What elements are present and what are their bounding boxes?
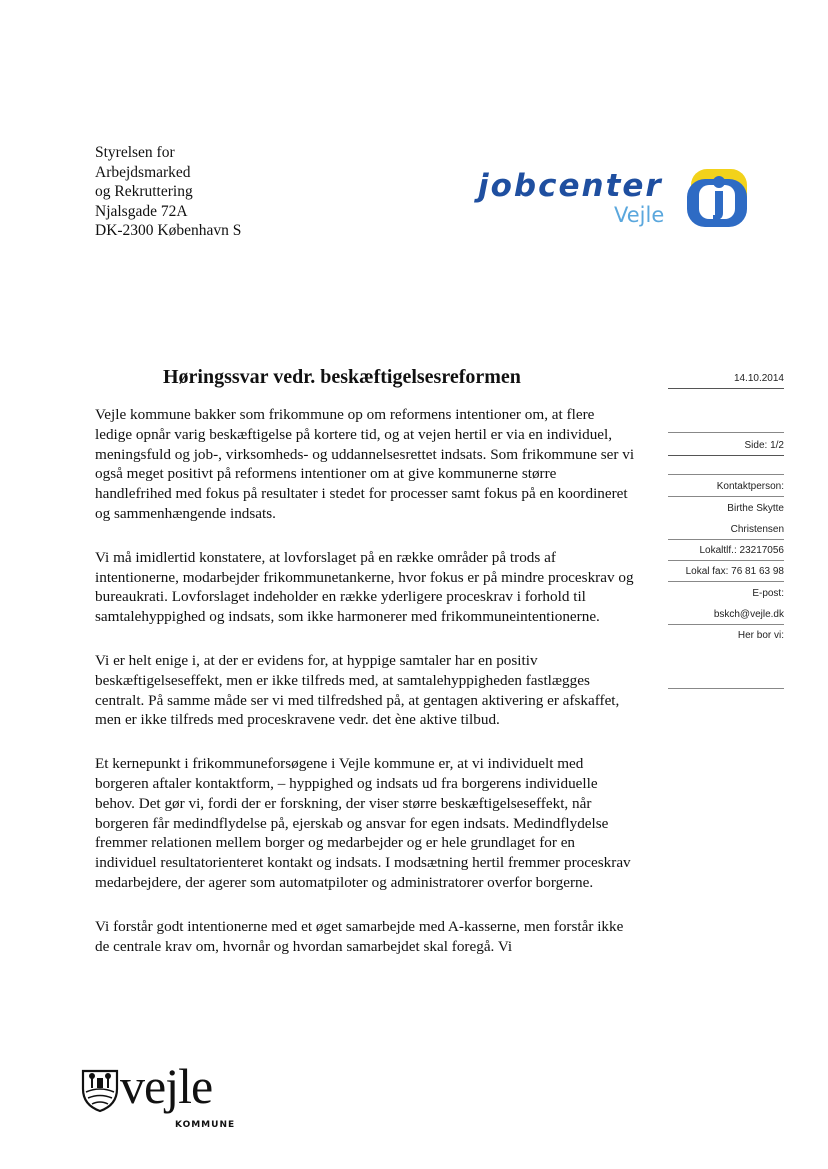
jobcenter-logo	[478, 165, 778, 240]
divider	[668, 455, 784, 456]
divider	[668, 560, 784, 561]
document-body	[95, 405, 635, 980]
local-phone: Lokaltlf.: 23217056	[699, 545, 784, 556]
vejle-logo-sub: KOMMUNE	[175, 1120, 236, 1130]
contact-label: Kontaktperson:	[716, 481, 784, 492]
jobcenter-i-icon	[685, 165, 755, 231]
divider	[668, 432, 784, 433]
contact-name: Birthe Skytte	[727, 503, 784, 514]
body-paragraph: Vejle kommune bakker som frikommune op om reformens intentioner om, at flere ledige opnår varig beskæftigelse på kortere tid, og at vejen hertil er via en individuel, meningsfuld og job-, virksomheds- og uddannelsesrettet indsats. Som frikommune ser vi også meget positivt på reformens intentioner om at give kommunerne større handlefrihed med fokus på resultater i stedet for processer samt fokus på en koordineret og sammenhængende indsats.	[95, 406, 635, 522]
email-link[interactable]: bskch@vejle.dk	[713, 609, 784, 620]
body-paragraph: Vi er helt enige i, at der er evidens for, at hyppige samtaler har en positiv beskæftigelseseffekt, men er ikke tilfreds med, at samtalehyppigheden fastlægges centralt. På samme måde ser vi med tilfredshed på, at gentagen aktivering er afskaffet, men er ikke tilfreds med proceskravene vedr. det ène aktive tilbud.	[95, 651, 620, 729]
body-paragraph: Vi forstår godt intentionerne med et øget samarbejde med A-kasserne, men forstår ikke de centrale krav om, hvornår og hvordan samarbejdet skal foregå. Vi	[95, 917, 624, 955]
divider	[668, 539, 784, 540]
document-title: Høringssvar vedr. beskæftigelsesreformen	[163, 366, 521, 388]
address-line: Njalsgade 72A	[95, 202, 188, 220]
divider	[668, 688, 784, 689]
address-line: og Rekruttering	[95, 183, 193, 200]
email-label: E-post:	[752, 588, 784, 599]
divider	[668, 474, 784, 475]
vejle-kommune-logo	[80, 1058, 250, 1138]
divider	[668, 624, 784, 625]
local-fax: Lokal fax: 76 81 63 98	[685, 566, 784, 577]
page-number: Side: 1/2	[744, 440, 784, 451]
vejle-logo-word: vejle	[120, 1058, 213, 1114]
jobcenter-logo-city: Vejle	[614, 203, 665, 227]
divider	[668, 388, 784, 389]
address-line: Styrelsen for	[95, 144, 175, 161]
coat-of-arms-icon	[80, 1068, 120, 1114]
address-line: Arbejdsmarked	[95, 163, 191, 181]
body-paragraph: Et kernepunkt i frikommuneforsøgene i Vejle kommune er, at vi individuelt med borgeren aftaler kontaktform, – hyppighed og indsats ud fra borgerens individuelle behov. Det gør vi, fordi der er forskning, der viser større beskæftigelseseffekt, når borgeren får medindflydelse på, ejerskab og ansvar for egen indsats. Medindflydelse fremmer relationen mellem borger og medarbejder og er hele grundlaget for en individuel resultatorienteret kontakt og indsats. I modsætning hertil fremmer proceskrav medarbejdere, der agerer som automatpiloter og administratorer overfor borgerne.	[95, 755, 631, 891]
divider	[668, 581, 784, 582]
jobcenter-logo-word: jobcenter	[478, 168, 663, 204]
contact-name: Christensen	[730, 524, 784, 535]
document-date: 14.10.2014	[733, 373, 784, 384]
divider	[668, 496, 784, 497]
address-line: DK-2300 København S	[95, 222, 242, 239]
motto: Her bor vi:	[737, 630, 784, 641]
recipient-address	[95, 143, 241, 241]
body-paragraph: Vi må imidlertid konstatere, at lovforslaget på en række områder på trods af intentionerne, modarbejder frikommunetankerne, hvor fokus er på mindre proceskrav og bureaukrati. Lovforslaget indeholder en række yderligere proceskrav i forhold til samtalehyppighed og indsats, som ikke harmonerer med frikommuneintentionerne.	[95, 548, 634, 626]
